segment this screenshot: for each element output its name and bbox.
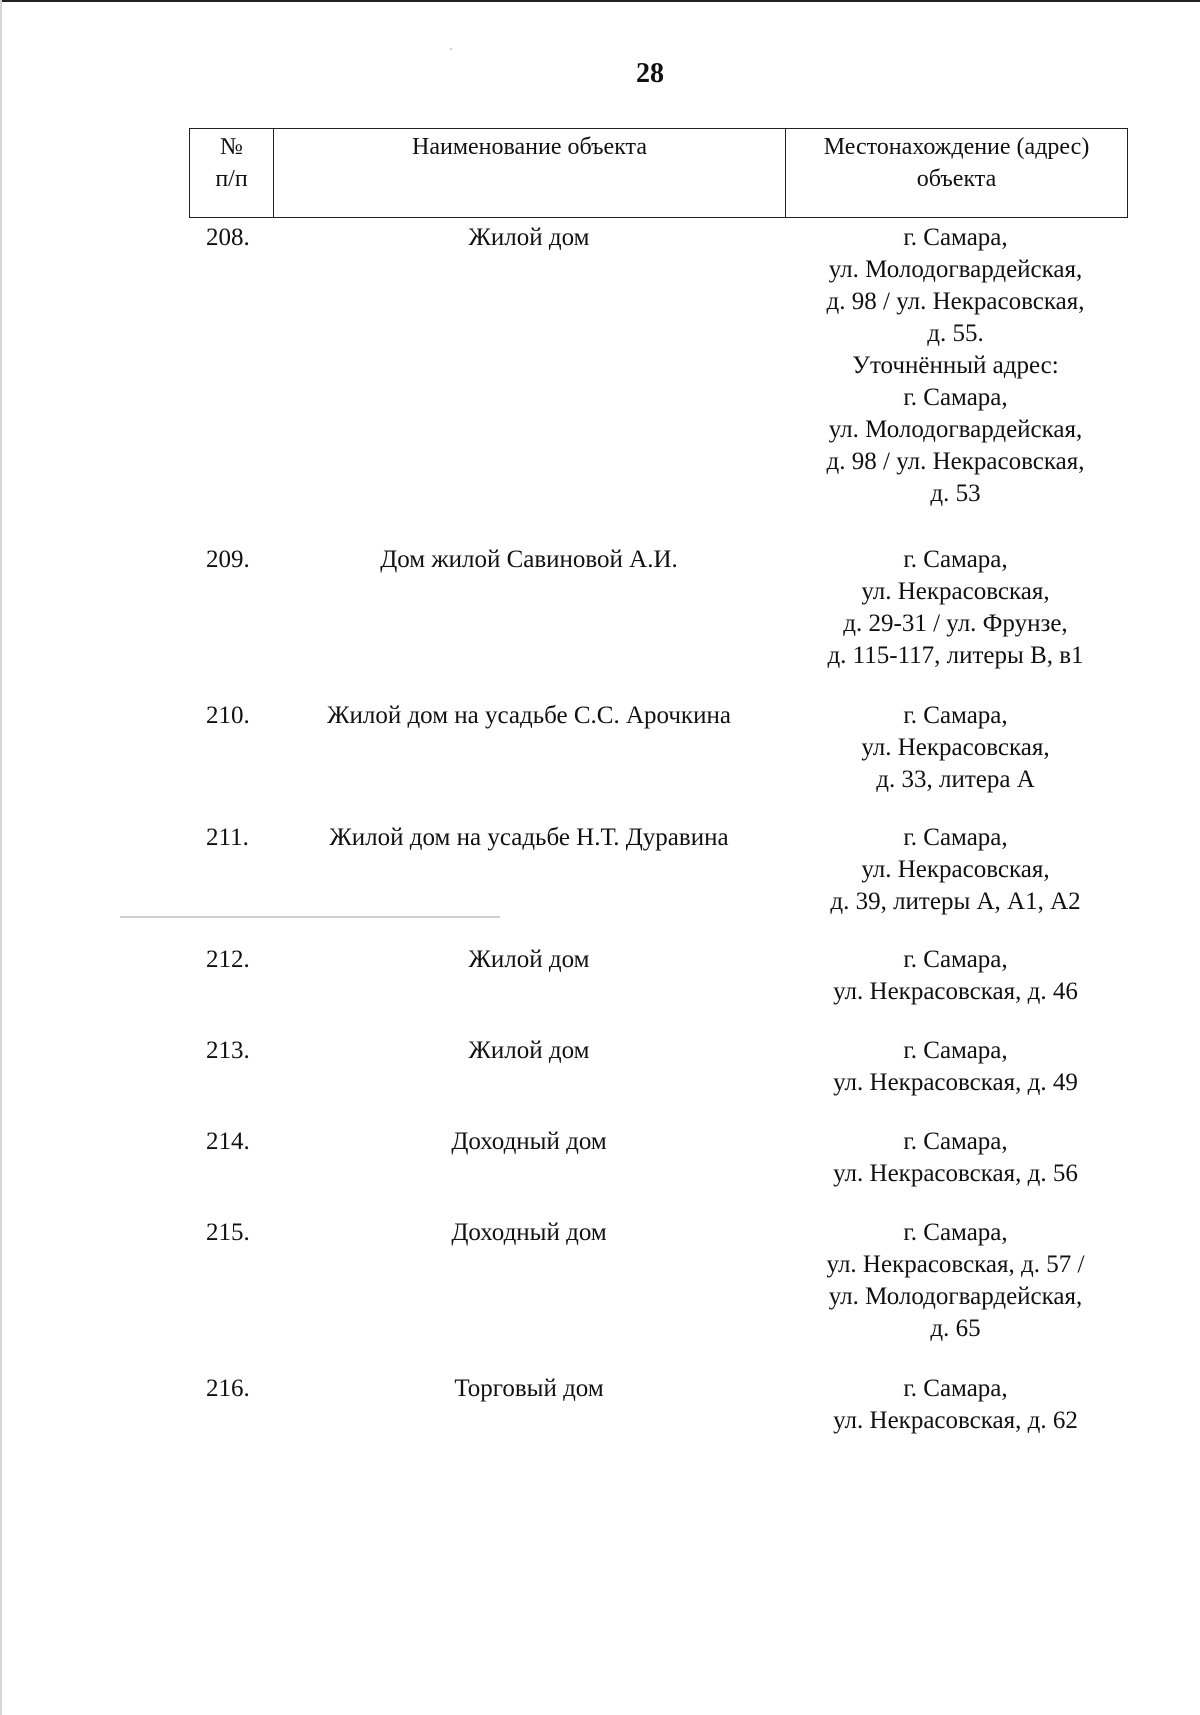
address-line: г. Самара, (903, 224, 1008, 251)
object-name: Жилой дом на усадьбе С.С. Арочкина (327, 702, 731, 729)
address-line: г. Самара, (903, 384, 1008, 411)
object-name: Жилой дом (468, 946, 590, 973)
left-scan-edge (0, 0, 2, 1715)
address-line: г. Самара, (903, 1219, 1008, 1246)
address-line: д. 53 (930, 480, 981, 507)
address-line: Уточнённый адрес: (852, 352, 1059, 379)
object-address (785, 544, 1126, 672)
address-line: д. 55. (927, 320, 984, 347)
address-line: г. Самара, (903, 1128, 1008, 1155)
row-number: 214. (206, 1128, 250, 1155)
object-address (785, 1126, 1126, 1190)
scan-noise (120, 916, 500, 918)
object-address (785, 944, 1126, 1008)
header-location-label-1: Местонахождение (адрес) (823, 134, 1090, 160)
address-line: г. Самара, (903, 946, 1008, 973)
address-line: ул. Некрасовская, д. 57 / (826, 1251, 1085, 1278)
object-address (785, 822, 1126, 918)
address-line: д. 39, литеры А, А1, А2 (830, 888, 1081, 915)
page-number: 28 (636, 58, 664, 89)
row-number: 209. (206, 546, 250, 573)
row-number: 213. (206, 1037, 250, 1064)
address-line: ул. Молодогвардейская, (828, 256, 1083, 283)
address-line: ул. Некрасовская, д. 46 (833, 978, 1078, 1005)
header-name-label: Наименование объекта (412, 134, 647, 160)
header-name-column (274, 129, 786, 217)
address-line: д. 98 / ул. Некрасовская, (826, 288, 1085, 315)
address-line: г. Самара, (903, 702, 1008, 729)
row-number: 212. (206, 946, 250, 973)
address-line: д. 65 (930, 1315, 981, 1342)
address-line: д. 29-31 / ул. Фрунзе, (843, 610, 1068, 637)
object-name: Доходный дом (451, 1219, 607, 1246)
table-header (189, 128, 1128, 218)
header-location-label-2: объекта (916, 166, 997, 192)
address-line: ул. Некрасовская, д. 49 (833, 1069, 1078, 1096)
object-name: Торговый дом (454, 1375, 604, 1402)
row-number: 210. (206, 702, 250, 729)
row-number: 208. (206, 224, 250, 251)
row-number: 215. (206, 1219, 250, 1246)
object-address (785, 1217, 1126, 1345)
address-line: ул. Молодогвардейская, (828, 416, 1083, 443)
address-line: ул. Некрасовская, (861, 856, 1050, 883)
address-line: д. 33, литера А (876, 766, 1035, 793)
address-line: ул. Некрасовская, (861, 734, 1050, 761)
address-line: г. Самара, (903, 546, 1008, 573)
scan-noise-dot (450, 48, 452, 50)
object-name: Доходный дом (451, 1128, 607, 1155)
row-number: 216. (206, 1375, 250, 1402)
address-line: ул. Некрасовская, д. 62 (833, 1407, 1078, 1434)
object-name: Жилой дом на усадьбе Н.Т. Дуравина (329, 824, 729, 851)
row-number: 211. (206, 824, 249, 851)
address-line: ул. Некрасовская, д. 56 (833, 1160, 1078, 1187)
top-border-line (0, 0, 1200, 2)
header-location-column (786, 129, 1127, 217)
header-number-symbol: № (220, 134, 243, 160)
address-line: г. Самара, (903, 1375, 1008, 1402)
header-number-column (190, 129, 274, 217)
object-name: Дом жилой Савиновой А.И. (380, 546, 678, 573)
address-line: ул. Некрасовская, (861, 578, 1050, 605)
object-address (785, 1035, 1126, 1099)
address-line: д. 115-117, литеры В, в1 (827, 642, 1084, 669)
address-line: ул. Молодогвардейская, (828, 1283, 1083, 1310)
header-number-abbrev: п/п (215, 166, 248, 192)
object-address (785, 700, 1126, 796)
object-name: Жилой дом (468, 224, 590, 251)
object-address (785, 1373, 1126, 1437)
address-line: д. 98 / ул. Некрасовская, (826, 448, 1085, 475)
object-address (785, 222, 1126, 510)
address-line: г. Самара, (903, 1037, 1008, 1064)
object-name: Жилой дом (468, 1037, 590, 1064)
address-line: г. Самара, (903, 824, 1008, 851)
